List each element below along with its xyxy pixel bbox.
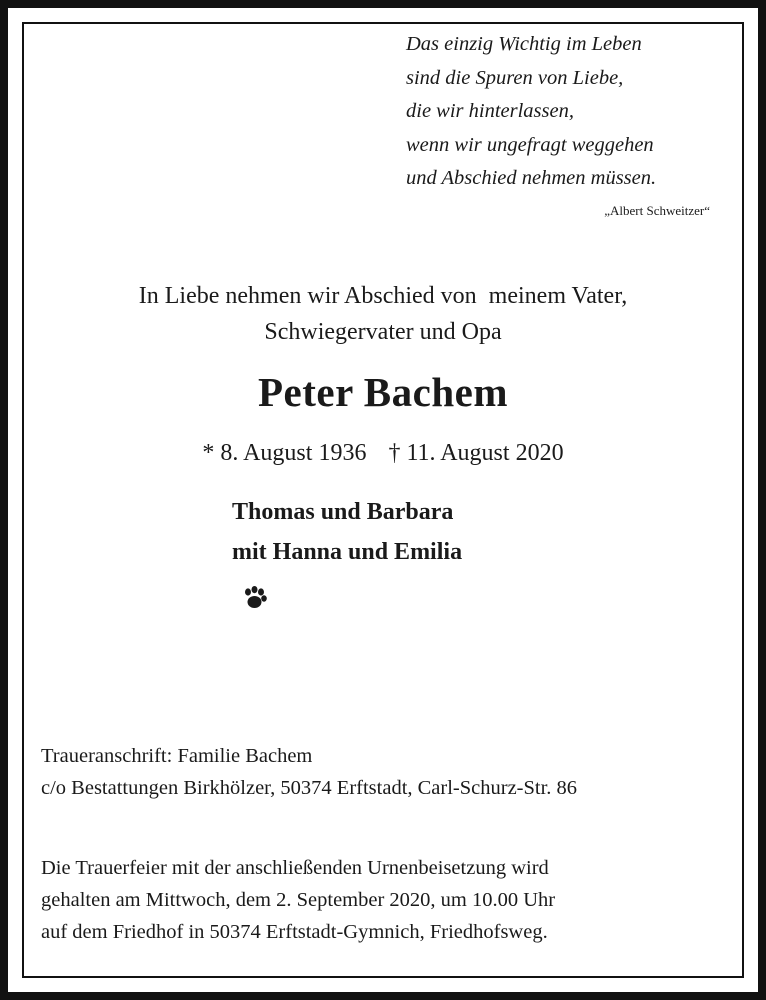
intro-text	[0, 278, 766, 350]
birth-date: * 8. August 1936	[202, 440, 367, 466]
quote-author: „Albert Schweitzer“	[604, 203, 710, 218]
death-date: † 11. August 2020	[388, 440, 564, 466]
life-dates	[0, 440, 766, 467]
address-line-1: Traueranschrift: Familie Bachem	[41, 745, 313, 767]
ceremony-details	[41, 852, 555, 948]
ceremony-line-2: gehalten am Mittwoch, dem 2. September 2020, um 10.00 Uhr	[41, 889, 556, 911]
quote-line: wenn wir ungefragt weggehen	[406, 133, 654, 156]
quote-line: Das einzig Wichtig im Leben	[406, 33, 642, 55]
quote-line: und Abschied nehmen müssen.	[406, 167, 657, 189]
deceased-name: Peter Bachem	[258, 369, 508, 415]
quote-line: sind die Spuren von Liebe,	[406, 66, 624, 89]
intro-line-2: Schwiegervater und Opa	[264, 319, 502, 345]
intro-line-1: In Liebe nehmen wir Abschied von meinem Vater,	[138, 283, 628, 309]
address-line-2: c/o Bestattungen Birkhölzer, 50374 Erftstadt, Carl-Schurz-Str. 86	[41, 777, 578, 799]
family-line-2: mit Hanna und Emilia	[232, 539, 463, 565]
mourning-address	[41, 740, 577, 804]
quote-line: die wir hinterlassen,	[406, 100, 574, 122]
family-line-1: Thomas und Barbara	[232, 499, 454, 525]
family-signatures	[232, 492, 462, 572]
ceremony-line-3: auf dem Friedhof in 50374 Erftstadt-Gymnich, Friedhofsweg.	[41, 921, 548, 943]
quote-poem	[406, 28, 706, 196]
ceremony-line-1: Die Trauerfeier mit der anschließenden Urnenbeisetzung wird	[41, 857, 549, 879]
paw-print-icon	[242, 586, 268, 610]
